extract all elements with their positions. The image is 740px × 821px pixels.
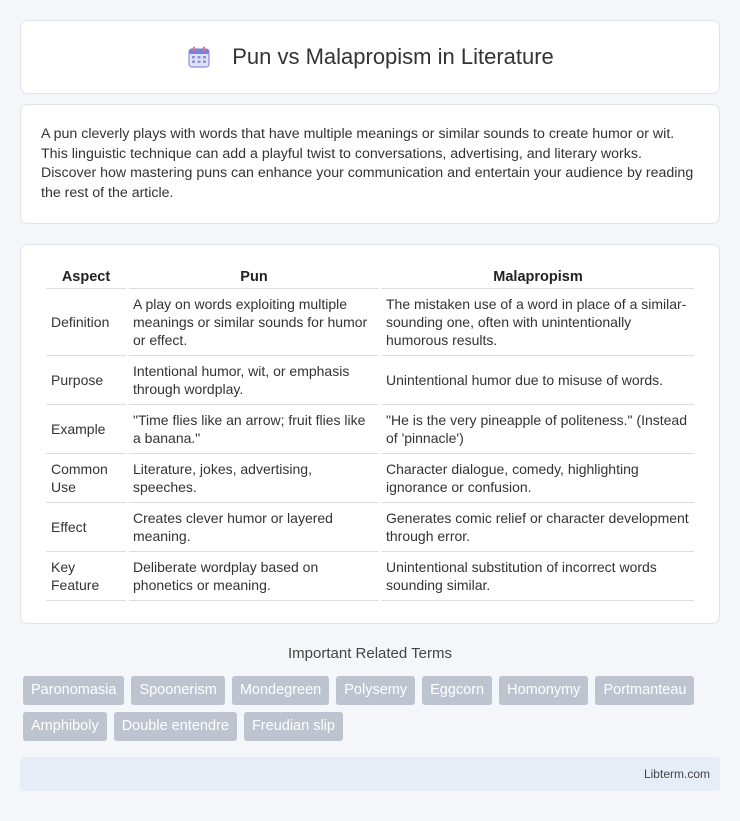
header-malapropism: Malapropism bbox=[382, 265, 694, 289]
row-aspect: Definition bbox=[46, 289, 126, 356]
related-term-tag[interactable]: Paronomasia bbox=[23, 676, 124, 705]
row-pun: Intentional humor, wit, or emphasis through wordplay. bbox=[129, 356, 379, 405]
table-row bbox=[46, 405, 694, 454]
table-row bbox=[46, 454, 694, 503]
related-term-tag[interactable]: Spoonerism bbox=[131, 676, 224, 705]
row-pun: A play on words exploiting multiple meanings or similar sounds for humor or effect. bbox=[129, 289, 379, 356]
row-pun: Deliberate wordplay based on phonetics or meaning. bbox=[129, 552, 379, 601]
table-row bbox=[46, 552, 694, 601]
row-malapropism: The mistaken use of a word in place of a similar-sounding one, often with unintentionally humorous results. bbox=[382, 289, 694, 356]
related-terms-heading: Important Related Terms bbox=[288, 645, 452, 662]
comparison-table-card bbox=[20, 244, 720, 624]
header-aspect: Aspect bbox=[46, 265, 126, 289]
footer bbox=[20, 757, 720, 791]
row-aspect: Example bbox=[46, 405, 126, 454]
related-term-tag[interactable]: Mondegreen bbox=[232, 676, 329, 705]
calendar-icon bbox=[186, 44, 212, 70]
related-term-tag[interactable]: Double entendre bbox=[114, 712, 237, 741]
related-terms-list bbox=[23, 676, 723, 741]
comparison-table bbox=[43, 265, 697, 601]
header-pun: Pun bbox=[129, 265, 379, 289]
row-pun: Literature, jokes, advertising, speeches. bbox=[129, 454, 379, 503]
related-term-tag[interactable]: Portmanteau bbox=[595, 676, 694, 705]
related-term-tag[interactable]: Eggcorn bbox=[422, 676, 492, 705]
row-aspect: Effect bbox=[46, 503, 126, 552]
intro-card bbox=[20, 104, 720, 224]
row-malapropism: Unintentional humor due to misuse of words. bbox=[382, 356, 694, 405]
table-row bbox=[46, 289, 694, 356]
row-aspect: Common Use bbox=[46, 454, 126, 503]
related-term-tag[interactable]: Freudian slip bbox=[244, 712, 343, 741]
row-malapropism: "He is the very pineapple of politeness." (Instead of 'pinnacle') bbox=[382, 405, 694, 454]
table-row bbox=[46, 356, 694, 405]
table-header-row bbox=[46, 265, 694, 289]
table-row bbox=[46, 503, 694, 552]
row-pun: Creates clever humor or layered meaning. bbox=[129, 503, 379, 552]
row-aspect: Purpose bbox=[46, 356, 126, 405]
row-pun: "Time flies like an arrow; fruit flies like a banana." bbox=[129, 405, 379, 454]
row-malapropism: Unintentional substitution of incorrect words sounding similar. bbox=[382, 552, 694, 601]
title-card bbox=[20, 20, 720, 94]
related-term-tag[interactable]: Polysemy bbox=[336, 676, 415, 705]
related-term-tag[interactable]: Homonymy bbox=[499, 676, 588, 705]
row-malapropism: Character dialogue, comedy, highlighting ignorance or confusion. bbox=[382, 454, 694, 503]
footer-site-link[interactable]: Libterm.com bbox=[643, 767, 710, 781]
intro-text: A pun cleverly plays with words that have multiple meanings or similar sounds to create humor or wit. This linguistic technique can add a playful twist to conversations, advertising, and literary works. Discover how mastering puns can enhance your communication and entertain your audience by reading the rest of the article. bbox=[41, 126, 694, 201]
row-malapropism: Generates comic relief or character development through error. bbox=[382, 503, 694, 552]
row-aspect: Key Feature bbox=[46, 552, 126, 601]
related-term-tag[interactable]: Amphiboly bbox=[23, 712, 107, 741]
page-title: Pun vs Malapropism in Literature bbox=[232, 44, 554, 69]
